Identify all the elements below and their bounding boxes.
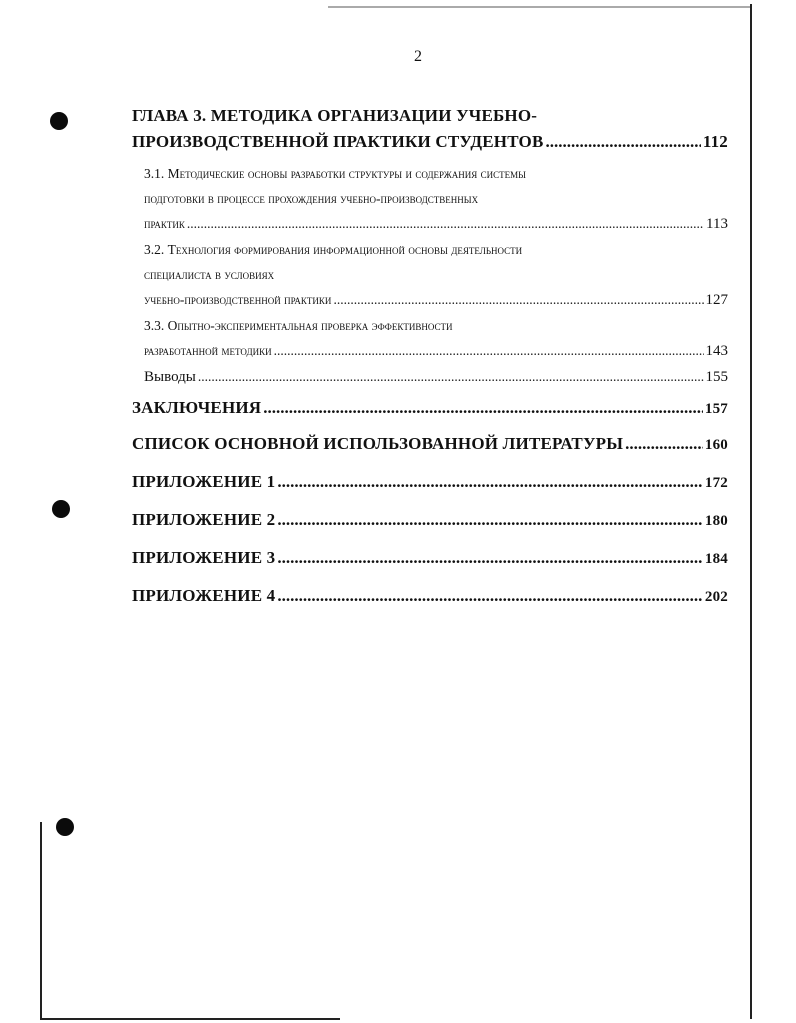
dot-leader <box>198 364 704 389</box>
dot-leader <box>625 434 703 454</box>
table-of-contents <box>132 103 728 606</box>
entry-page: 160 <box>704 437 728 453</box>
toc-entry <box>132 398 728 418</box>
dot-leader <box>277 510 703 530</box>
section-line: 3.3. Опытно-экспериментальная проверка эффективности <box>144 318 453 333</box>
dot-leader <box>333 287 703 312</box>
section-last-line <box>144 211 728 237</box>
dot-leader <box>277 586 703 606</box>
toc-entry <box>132 510 728 530</box>
dot-leader <box>277 548 703 568</box>
scan-border-right <box>750 4 752 1019</box>
section-3-1 <box>144 161 728 237</box>
section-line: подготовки в процессе прохождения учебно-производственных <box>144 191 479 206</box>
section-line: Выводы <box>144 369 196 385</box>
entry-title: ПРИЛОЖЕНИЕ 1 <box>132 472 276 491</box>
section-page: 155 <box>705 369 728 385</box>
scan-border-left <box>40 822 42 1018</box>
dot-leader <box>274 338 704 363</box>
section-line: учебно-производственной практики <box>144 292 332 307</box>
section-last-line <box>144 364 728 390</box>
entry-page: 172 <box>704 475 728 491</box>
section-line: 3.2. Технология формирования информационной основы деятельности <box>144 242 523 257</box>
dot-leader <box>263 398 703 418</box>
toc-entry <box>132 472 728 492</box>
scan-border-bottom <box>40 1018 340 1020</box>
section-page: 113 <box>706 216 728 232</box>
entry-title: ПРИЛОЖЕНИЕ 2 <box>132 510 276 529</box>
dot-leader <box>187 211 704 236</box>
chapter-page: 112 <box>702 132 728 151</box>
binder-hole-bottom <box>56 818 74 836</box>
section-page: 127 <box>705 292 728 308</box>
chapter-heading <box>132 103 728 155</box>
entry-title: ПРИЛОЖЕНИЕ 3 <box>132 548 276 567</box>
chapter-title-line-2 <box>132 129 728 155</box>
dot-leader <box>277 472 703 492</box>
entry-page: 184 <box>704 551 728 567</box>
toc-entry <box>132 586 728 606</box>
toc-entry <box>132 434 728 454</box>
entry-title: ЗАКЛЮЧЕНИЯ <box>132 398 262 417</box>
entry-page: 157 <box>704 401 728 417</box>
section-3-3 <box>144 313 728 364</box>
section-line: практик <box>144 216 185 231</box>
scan-border-top <box>328 6 750 8</box>
section-page: 143 <box>705 343 728 359</box>
toc-entry <box>132 548 728 568</box>
chapter-title-line-1: ГЛАВА 3. МЕТОДИКА ОРГАНИЗАЦИИ УЧЕБНО- <box>132 106 538 125</box>
chapter-title-text: ПРОИЗВОДСТВЕННОЙ ПРАКТИКИ СТУДЕНТОВ <box>132 132 544 151</box>
dot-leader <box>545 129 700 155</box>
entry-page: 202 <box>704 589 728 605</box>
binder-hole-middle <box>52 500 70 518</box>
page-number: 2 <box>414 48 422 65</box>
section-line: специалиста в условиях <box>144 267 275 282</box>
entry-title: СПИСОК ОСНОВНОЙ ИСПОЛЬЗОВАННОЙ ЛИТЕРАТУРЫ <box>132 434 624 453</box>
entry-page: 180 <box>704 513 728 529</box>
section-last-line <box>144 287 728 313</box>
section-last-line <box>144 338 728 364</box>
entry-title: ПРИЛОЖЕНИЕ 4 <box>132 586 276 605</box>
section-line: разработанной методики <box>144 343 272 358</box>
section-conclusions <box>144 364 728 390</box>
section-line: 3.1. Методические основы разработки структуры и содержания системы <box>144 166 527 181</box>
binder-hole-top <box>50 112 68 130</box>
section-3-2 <box>144 237 728 313</box>
